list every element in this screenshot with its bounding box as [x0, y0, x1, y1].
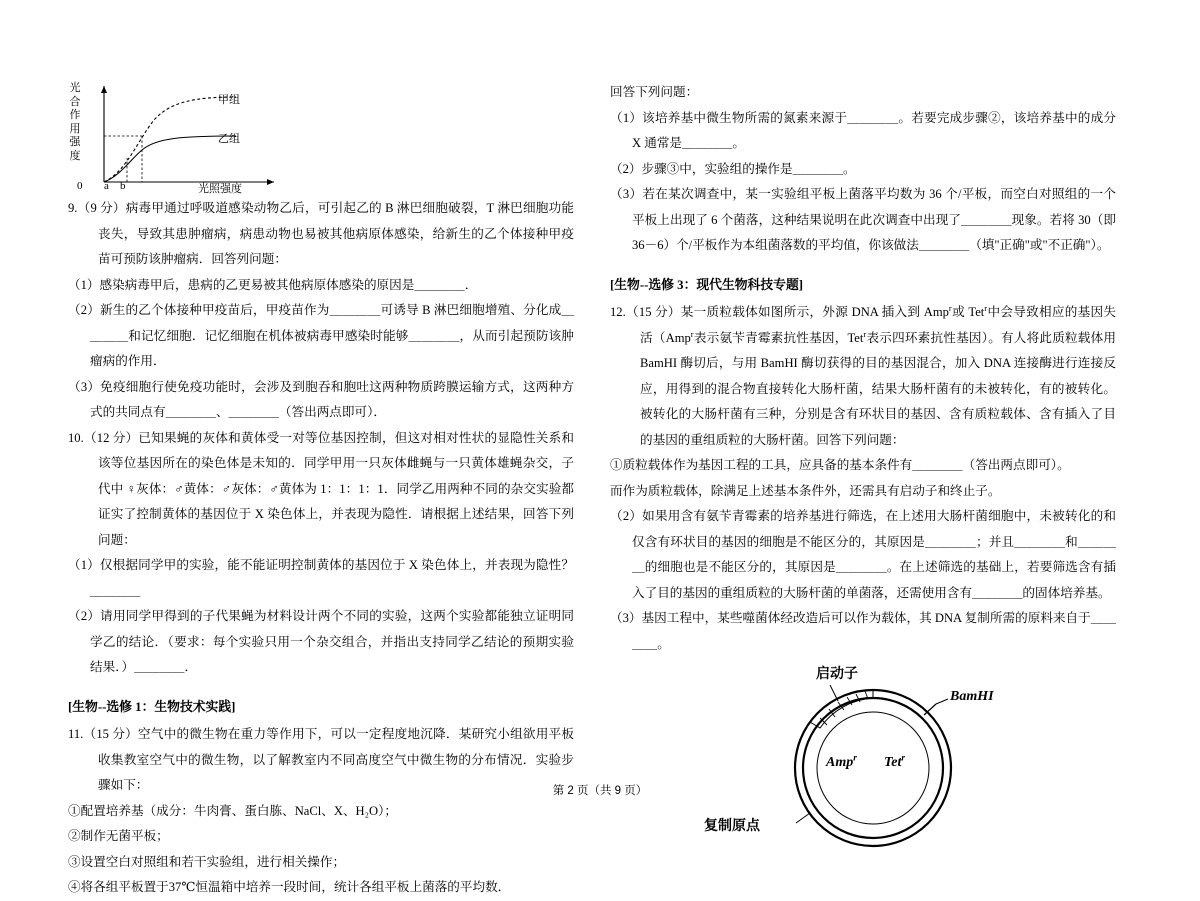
q12-tet-sup-1: r: [984, 302, 988, 313]
question-11-item-1: （1）该培养基中微生物所需的氮素来源于＿＿＿＿。若要完成步骤②，该培养基中的成分 X 通常是＿＿＿＿。: [610, 110, 1116, 150]
chart-series-label-jia: 甲组: [218, 94, 240, 106]
question-9-item-2: （2）新生的乙个体接种甲疫苗后，甲疫苗作为＿＿＿＿可诱导 B 淋巴细胞增殖、分化成＿＿＿＿和记忆细胞．记忆细胞在机体被病毒甲感染时能够＿＿＿＿，从而引起预防该肿瘤病的作用．: [68, 303, 574, 368]
question-9-stem: 9.（9 分）病毒甲通过呼吸道感染动物乙后，可引起乙的 B 淋巴细胞破裂，T 淋巴细胞功能丧失，导致其患肿瘤病，病患动物也易被其他病原体感染，给新生的乙个体接种甲疫苗可预防该肿瘤病．回答列问题：: [68, 201, 574, 266]
question-11-step-4: ④将各组平板置于37℃恒温箱中培养一段时间，统计各组平板上菌落的平均数．: [68, 880, 511, 894]
question-9-item-1: （1）感染病毒甲后，患病的乙更易被其他病原体感染的原因是＿＿＿＿．: [68, 277, 478, 292]
q12-stem-part-5: 表示四环素抗性基因）。有人将此质粒载体用 BamHI 酶切后，与用 BamHI 酶切获得的目的基因混合，加入 DNA 连接酶进行连接反应，用得到的混合物直接转化大肠杆菌，结果大肠杆菌有的未被转化，有的被转化。被转化的大肠杆菌有三种，分别是含有环状目的基因、含有质粒载体、含有插入了目的基因的重组质粒的大肠杆菌。回答下列问题：: [640, 330, 1117, 447]
section-heading-xuanxiu-3: [生物--选修 3：现代生物科技专题]: [610, 277, 804, 292]
photosynthesis-chart: [68, 80, 288, 195]
bamhi-text: BamH: [950, 689, 989, 704]
question-11-step-3: ③设置空白对照组和若干实验组，进行相关操作；: [68, 854, 346, 869]
question-12-stem: [610, 300, 1116, 453]
tet-gene-label: [884, 755, 905, 771]
q12-stem-part-1: 12.（15 分）某一质粒载体如图所示，外源 DNA 插入到 Amp: [610, 305, 949, 319]
chart-x-axis-label: 光照强度: [198, 183, 242, 195]
question-10-item-1: （1）仅根据同学甲的实验，能不能证明控制黄体的基因位于 X 染色体上，并表现为隐性？＿＿＿＿: [68, 558, 574, 598]
question-11-item-3: （3）若在某次调查中，某一实验组平板上菌落平均数为 36 个/平板，而空白对照组的一个平板上出现了 6 个菌落，这种结果说明在此次调查中出现了＿＿＿＿现象。若将 30（即 36－6）个/平板作为本组菌落数的平均值，你该做法＿＿＿＿（填"正确"或"不正确"）。: [610, 187, 1116, 252]
question-12-item-1: ①质粒载体作为基因工程的工具，应具备的基本条件有＿＿＿＿（答出两点即可）。: [610, 458, 1070, 472]
q12-stem-part-2: 或 Tet: [951, 305, 985, 319]
amp-gene-label: [826, 755, 857, 771]
question-12-item-1-cont: 而作为质粒载体，除满足上述基本条件外，还需具有启动子和终止子。: [610, 483, 1001, 498]
bamhi-sub: I: [988, 689, 994, 704]
question-11-stem: 11.（15 分）空气中的微生物在重力等作用下，可以一定程度地沉降．某研究小组欲用平板收集教室空气中的微生物，以了解教室内不同高度空气中微生物的分布情况．实验步骤如下：: [68, 727, 574, 792]
right-column: [610, 80, 1116, 863]
question-10-item-2: （2）请用同学甲得到的子代果蝇为材料设计两个不同的实验，这两个实验都能独立证明同学乙的结论．（要求：每个实验只用一个杂交组合，并指出支持同学乙结论的预期实验结果．）＿＿＿＿．: [68, 609, 574, 674]
question-11-answer-lead: 回答下列问题：: [610, 85, 699, 99]
chart-origin-label: 0: [77, 180, 83, 192]
chart-series-label-yi: 乙组: [218, 133, 240, 145]
q12-amp-sup-2: r: [690, 328, 694, 339]
q12-stem-part-4: 表示氨苄青霉素抗性基因，Tet: [693, 330, 864, 345]
chart-tick-b: b: [120, 180, 126, 192]
question-10-stem: 10.（12 分）已知果蝇的灰体和黄体受一对等位基因控制，但这对相对性状的显隐性关系和该等位基因所在的染色体是未知的．同学甲用一只灰体雌蝇与一只黄体雄蝇杂交，子代中 ♀灰体：♂黄体：♂灰体：♂黄体为 1：1：1：1．同学乙用两种不同的杂交实验都证实了控制黄体的基因位于 X 染色体上，并表现为隐性．请根据上述结果，回答下列问题：: [68, 430, 574, 547]
question-9-item-3: （3）免疫细胞行使免疫功能时，会涉及到胞吞和胞吐这两种物质跨膜运输方式，这两种方式的共同点有＿＿＿＿、＿＿＿＿（答出两点即可）．: [68, 379, 574, 419]
section-heading-xuanxiu-1: [生物--选修 1：生物技术实践]: [68, 699, 236, 714]
chart-y-axis-label: 光合作用强度: [69, 82, 81, 162]
tet-sup: r: [901, 753, 906, 764]
amp-sup: r: [853, 753, 857, 764]
chart-svg: [86, 80, 286, 190]
origin-of-replication-label: 复制原点: [704, 819, 760, 834]
question-12-item-2: （2）如果用含有氨苄青霉素的培养基进行筛选，在上述用大肠杆菌细胞中，未被转化的和仅含有环状目的基因的细胞是不能区分的，其原因是＿＿＿＿；并且＿＿＿＿和＿＿＿＿的细胞也是不能区分的，其原因是＿＿＿＿。在上述筛选的基础上，若要筛选含有插入了目的基因的重组质粒的大肠杆菌的单菌落，还需使用含有＿＿＿＿的固体培养基。: [610, 509, 1116, 600]
question-11-step-2: ②制作无菌平板；: [68, 829, 169, 843]
amp-text: Amp: [826, 755, 854, 770]
left-column: [68, 80, 574, 901]
tet-text: Tet: [884, 755, 902, 770]
q12-stem-part-3: 中会导致相应的基因失活（Amp: [640, 305, 1116, 345]
q12-amp-sup-1: r: [948, 302, 952, 313]
page-footer: 第 2 页（共 9 页）: [552, 785, 648, 797]
plasmid-diagram: [698, 663, 1028, 863]
chart-tick-a: a: [104, 180, 109, 192]
question-12-item-3: （3）基因工程中，某些噬菌体经改造后可以作为载体，其 DNA 复制所需的原料来自于＿＿＿＿。: [610, 611, 1116, 651]
bamhi-label: [950, 689, 994, 705]
q12-tet-sup-2: r: [863, 328, 867, 339]
promoter-label: 启动子: [816, 667, 858, 682]
question-11-item-2: （2）步骤③中，实验组的操作是＿＿＿＿。: [610, 161, 856, 176]
question-11-step-1: ①配置培养基（成分：牛肉膏、蛋白胨、NaCl、X、H₂O）；: [68, 803, 398, 818]
